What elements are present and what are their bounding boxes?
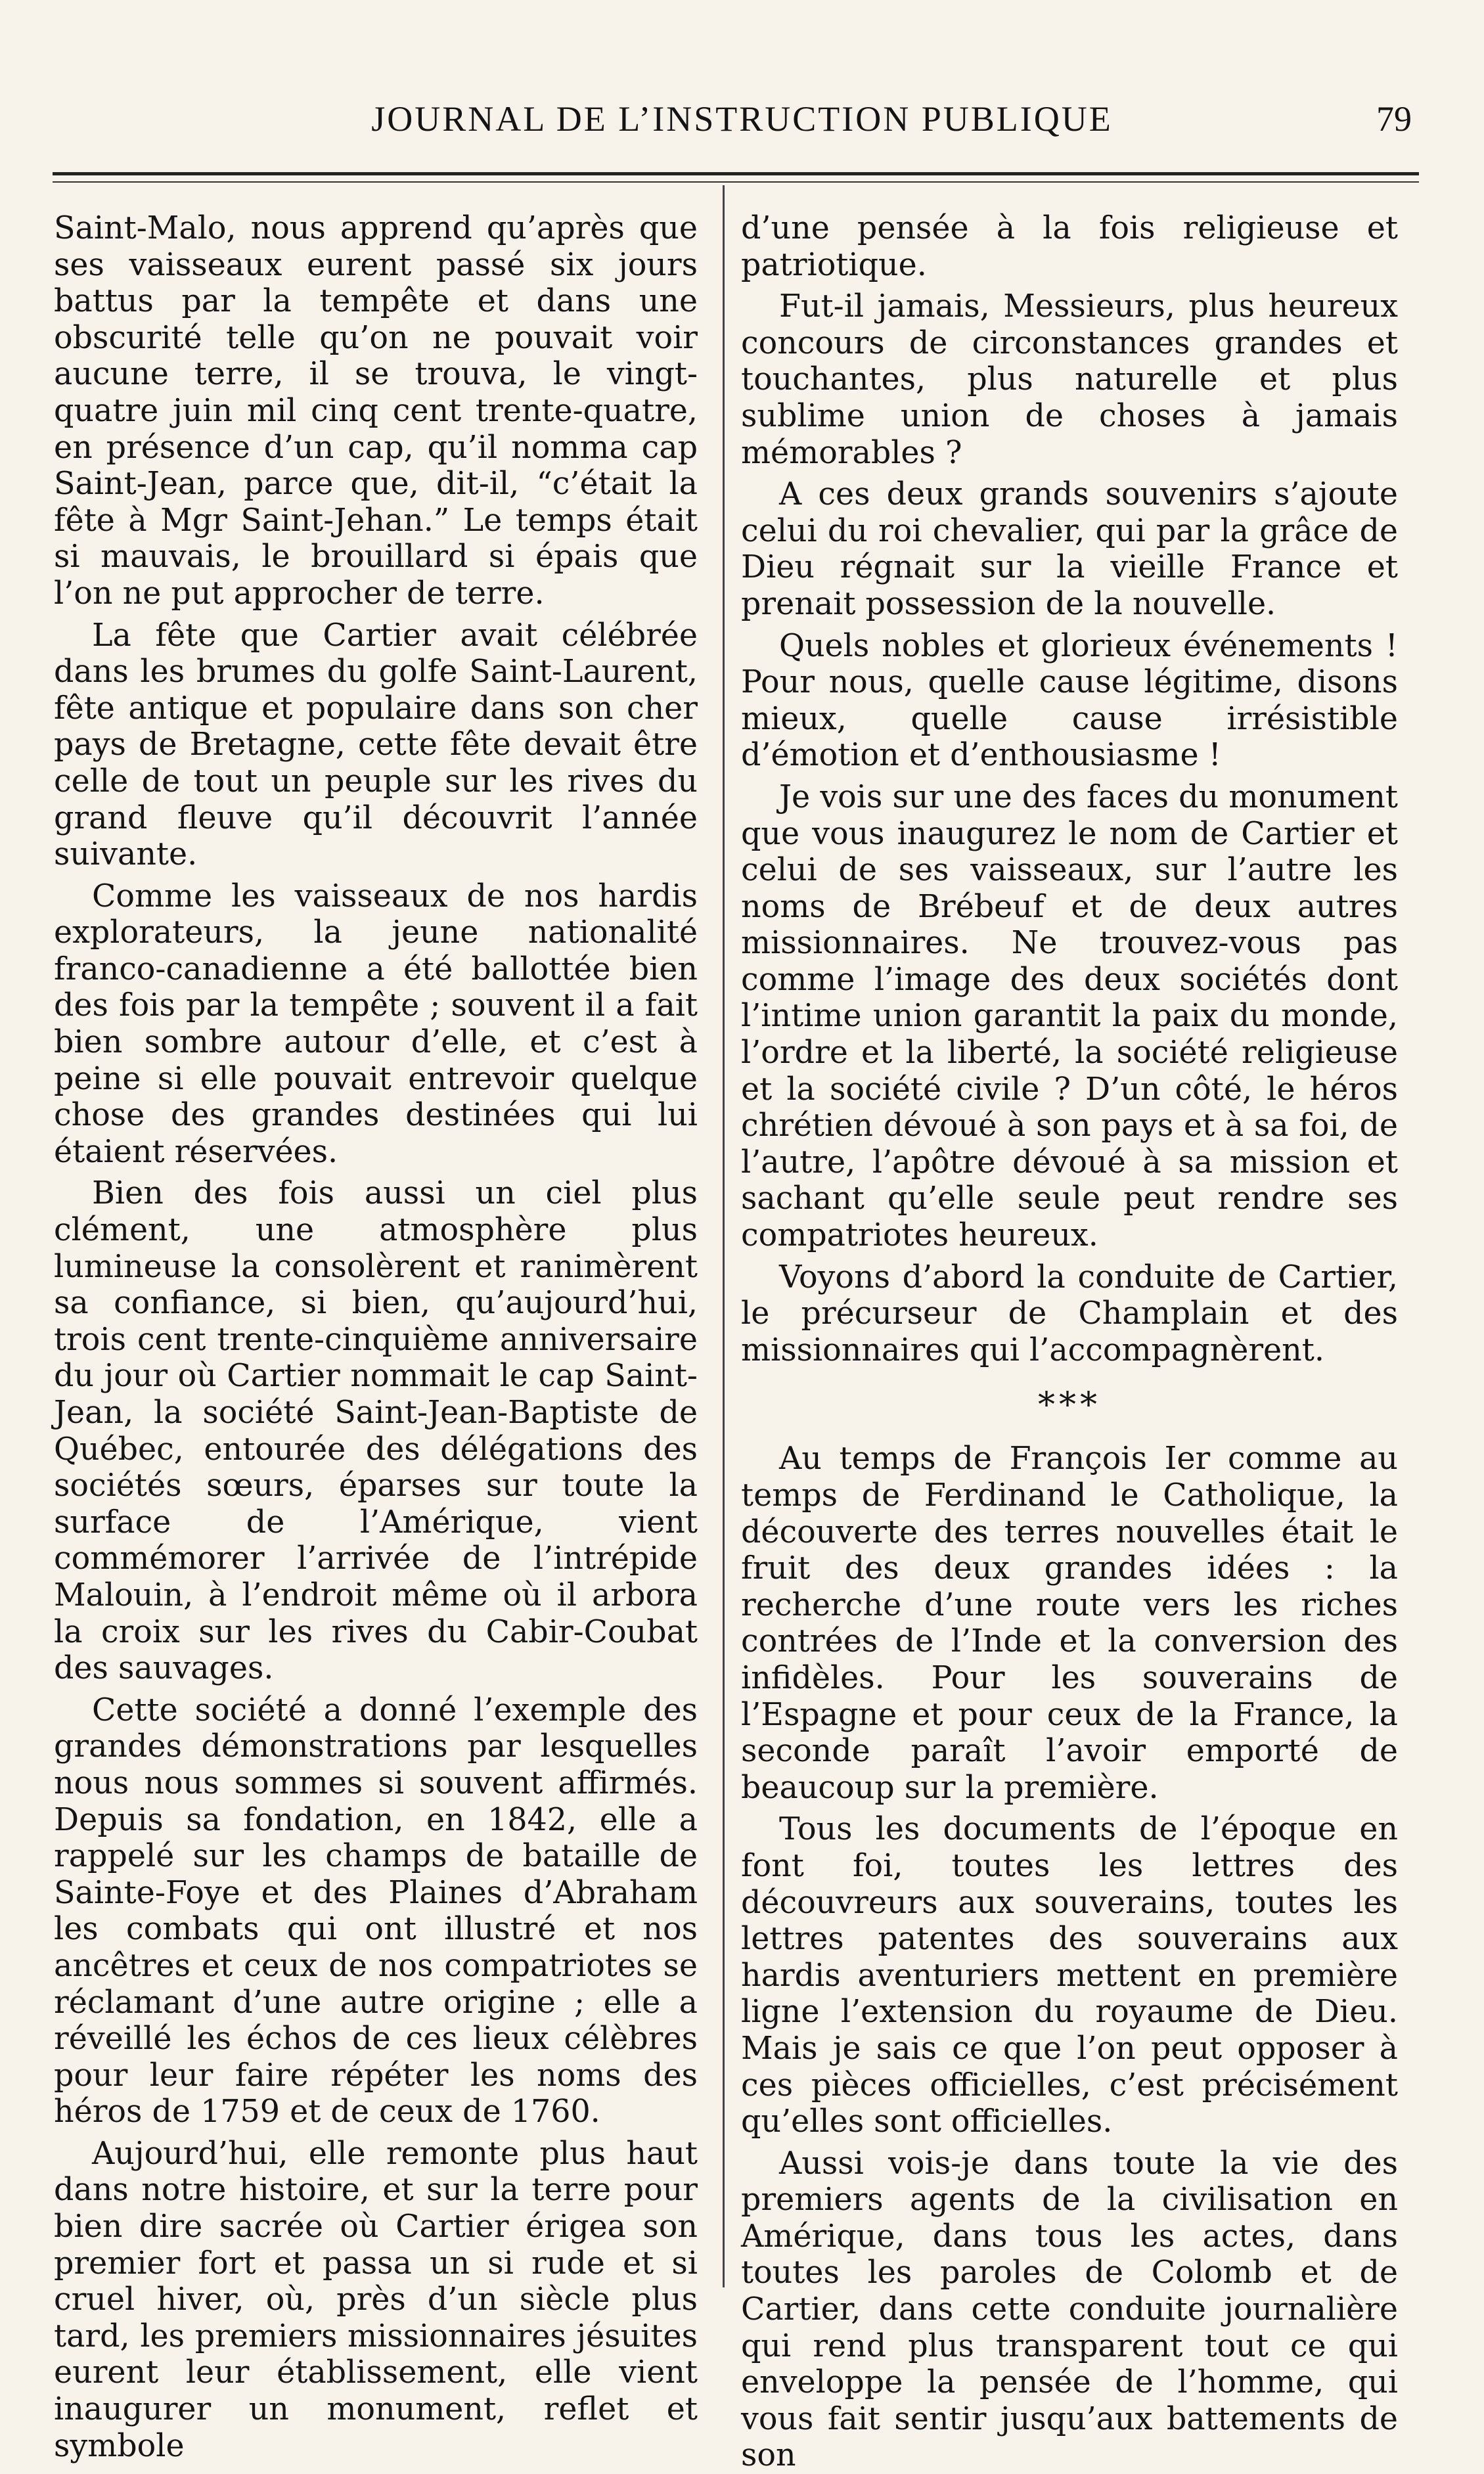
paragraph: Voyons d’abord la conduite de Cartier, le précurseur de Champlain et des missionnaires qui l’accompagnèrent.	[741, 1259, 1398, 1368]
page-number: 79	[1376, 99, 1412, 139]
paragraph: Je vois sur une des faces du monument que vous inaugurez le nom de Cartier et celui de ses vaisseaux, sur l’autre les noms de Brébeuf et de deux autres missionnaires. Ne trouvez-vous pas comme l’image des deux sociétés dont l’intime union garantit la paix du monde, l’ordre et la liberté, la société religieuse et la société civile ? D’un côté, le héros chrétien dévoué à son pays et à sa foi, de l’autre, l’apôtre dévoué à sa mission et sachant qu’elle seule peut rendre ses compatriotes heureux.	[741, 778, 1398, 1254]
right-column	[741, 210, 1398, 2474]
paragraph: Cette société a donné l’exemple des grandes démonstrations par lesquelles nous nous sommes si souvent affirmés. Depuis sa fondation, en 1842, elle a rappelé sur les champs de bataille de Sainte-Foye et des Plaines d’Abraham les combats qui ont illustré et nos ancêtres et ceux de nos compatriotes se réclamant d’une autre origine ; elle a réveillé les échos de ces lieux célèbres pour leur faire répéter les noms des héros de 1759 et de ceux de 1760.	[54, 1692, 698, 2130]
section-break-asterism: ***	[1038, 1385, 1101, 1426]
header-rule-thin	[53, 181, 1419, 183]
paragraph: Aussi vois-je dans toute la vie des premiers agents de la civilisation en Amérique, dans tous les actes, dans toutes les paroles de Colomb et de Cartier, dans cette conduite journalière qui rend plus transparent tout ce qui enveloppe la pensée de l’homme, qui vous fait sentir jusqu’aux battements de son	[741, 2145, 1398, 2474]
paragraph: Bien des fois aussi un ciel plus clément, une atmosphère plus lumineuse la consolèrent et ranimèrent sa confiance, si bien, qu’aujourd’hui, trois cent trente-cinquième anniversaire du jour où Cartier nommait le cap Saint-Jean, la société Saint-Jean-Baptiste de Québec, entourée des délégations des sociétés sœurs, éparses sur toute la surface de l’Amérique, vient commémorer l’arrivée de l’intrépide Malouin, à l’endroit même où il arbora la croix sur les rives du Cabir-Coubat des sauvages.	[54, 1175, 698, 1687]
paragraph: Comme les vaisseaux de nos hardis explorateurs, la jeune nationalité franco-canadienne a été ballottée bien des fois par la tempête ; souvent il a fait bien sombre autour d’elle, et c’est à peine si elle pouvait entrevoir quelque chose des grandes destinées qui lui étaient réservées.	[54, 878, 698, 1170]
paragraph: A ces deux grands souvenirs s’ajoute celui du roi chevalier, qui par la grâce de Dieu régnait sur la vieille France et prenait possession de la nouvelle.	[741, 476, 1398, 622]
paragraph: Fut-il jamais, Messieurs, plus heureux concours de circonstances grandes et touchantes, plus naturelle et plus sublime union de choses à jamais mémorables ?	[741, 288, 1398, 471]
left-column	[54, 210, 698, 2464]
paragraph: d’une pensée à la fois religieuse et patriotique.	[741, 210, 1398, 283]
header-rule-thick	[53, 172, 1419, 175]
column-divider	[723, 185, 725, 2287]
paragraph: Tous les documents de l’époque en font foi, toutes les lettres des découvreurs aux souverains, toutes les lettres patentes des souverains aux hardis aventuriers mettent en première ligne l’extension du royaume de Dieu. Mais je sais ce que l’on peut opposer à ces pièces officielles, c’est précisément qu’elles sont officielles.	[741, 1811, 1398, 2140]
paragraph: Quels nobles et glorieux événements ! Pour nous, quelle cause légitime, disons mieux, quelle cause irrésistible d’émotion et d’enthousiasme !	[741, 627, 1398, 774]
page-header	[0, 99, 1484, 158]
running-title: JOURNAL DE L’INSTRUCTION PUBLIQUE	[371, 99, 1113, 139]
paragraph: Au temps de François Ier comme au temps de Ferdinand le Catholique, la découverte des terres nouvelles était le fruit des deux grandes idées : la recherche d’une route vers les riches contrées de l’Inde et la conversion des infidèles. Pour les souverains de l’Espagne et pour ceux de la France, la seconde paraît l’avoir emporté de beaucoup sur la première.	[741, 1441, 1398, 1806]
paragraph: Saint-Malo, nous apprend qu’après que ses vaisseaux eurent passé six jours battus par la tempête et dans une obscurité telle qu’on ne pouvait voir aucune terre, il se trouva, le vingt-quatre juin mil cinq cent trente-quatre, en présence d’un cap, qu’il nomma cap Saint-Jean, parce que, dit-il, “c’était la fête à Mgr Saint-Jehan.” Le temps était si mauvais, le brouillard si épais que l’on ne put approcher de terre.	[54, 210, 698, 612]
paragraph: La fête que Cartier avait célébrée dans les brumes du golfe Saint-Laurent, fête antique et populaire dans son cher pays de Bretagne, cette fête devait être celle de tout un peuple sur les rives du grand fleuve qu’il découvrit l’année suivante.	[54, 617, 698, 873]
paragraph: Aujourd’hui, elle remonte plus haut dans notre histoire, et sur la terre pour bien dire sacrée où Cartier érigea son premier fort et passa un si rude et si cruel hiver, où, près d’un siècle plus tard, les premiers missionnaires jésuites eurent leur établissement, elle vient inaugurer un monument, reflet et symbole	[54, 2135, 698, 2464]
